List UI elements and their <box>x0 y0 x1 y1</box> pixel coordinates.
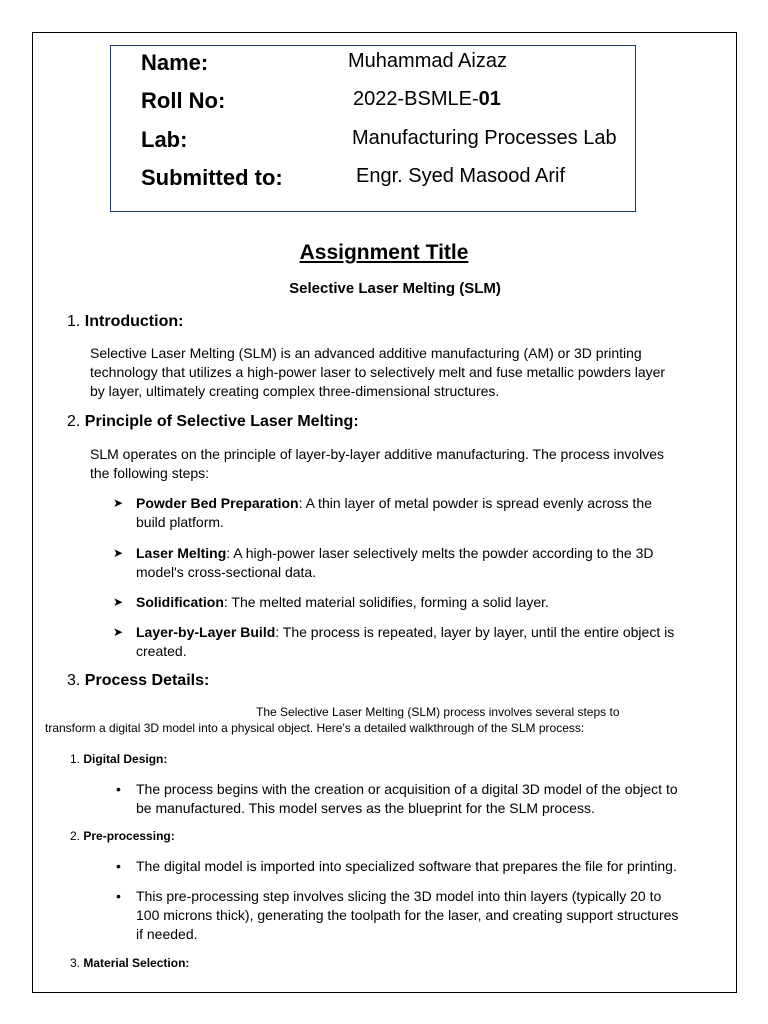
submitted-label: Submitted to: <box>141 165 283 190</box>
pre-processing-bullet-2-line-3: if needed. <box>136 926 198 942</box>
bullet-icon: • <box>116 858 121 874</box>
step-layer-build: Layer-by-Layer Build: The process is repeated, layer by layer, until the entire object is <box>136 624 675 640</box>
pre-processing-bullet-2-line-2: 100 microns thick), generating the toolpath for the laser, and creating support structures <box>136 907 679 923</box>
roll-label: Roll No: <box>141 88 226 113</box>
lab-label: Lab: <box>141 127 188 152</box>
submitted-value: Engr. Syed Masood Arif <box>356 165 566 187</box>
name-row <box>111 50 635 80</box>
student-info-box <box>110 45 636 212</box>
section-3-heading: 3. Process Details: <box>67 672 210 689</box>
roll-value: 2022-BSMLE-01 <box>353 88 501 110</box>
process-details-line-2: transform a digital 3D model into a physical object. Here's a detailed walkthrough of the SLM process: <box>45 721 585 735</box>
submitted-row <box>111 165 635 195</box>
step-laser-melting-cont: model's cross-sectional data. <box>136 564 317 580</box>
step-powder-bed: Powder Bed Preparation: A thin layer of metal powder is spread evenly across the <box>136 495 652 511</box>
arrow-bullet-icon: ➤ <box>113 595 124 609</box>
arrow-bullet-icon: ➤ <box>113 546 124 560</box>
section-2-heading: 2. Principle of Selective Laser Melting: <box>67 413 359 430</box>
pre-processing-bullet-1: The digital model is imported into specialized software that prepares the file for printing. <box>136 858 677 874</box>
arrow-bullet-icon: ➤ <box>113 625 124 639</box>
process-details-line-1: The Selective Laser Melting (SLM) process involves several steps to <box>256 705 620 719</box>
section-1-heading: 1. Introduction: <box>67 313 184 330</box>
name-value: Muhammad Aizaz <box>348 50 507 72</box>
step-layer-build-cont: created. <box>136 643 187 659</box>
pre-processing-heading: 2. Pre-processing: <box>70 829 175 843</box>
assignment-title: Assignment Title <box>299 241 469 264</box>
intro-line-1: Selective Laser Melting (SLM) is an advanced additive manufacturing (AM) or 3D printing <box>90 345 642 361</box>
principle-line-1: SLM operates on the principle of layer-by-layer additive manufacturing. The process involves <box>90 446 665 462</box>
principle-line-2: the following steps: <box>90 465 210 481</box>
bullet-icon: • <box>116 781 121 797</box>
digital-design-line-2: be manufactured. This model serves as the blueprint for the SLM process. <box>136 800 595 816</box>
arrow-bullet-icon: ➤ <box>113 496 124 510</box>
lab-row <box>111 127 635 157</box>
step-solidification: Solidification: The melted material solidifies, forming a solid layer. <box>136 594 549 610</box>
roll-row <box>111 88 635 118</box>
step-powder-bed-cont: build platform. <box>136 514 224 530</box>
digital-design-heading: 1. Digital Design: <box>70 752 168 766</box>
intro-line-3: by layer, ultimately creating complex three-dimensional structures. <box>90 383 500 399</box>
step-laser-melting: Laser Melting: A high-power laser selectively melts the powder according to the 3D <box>136 545 654 561</box>
material-selection-heading: 3. Material Selection: <box>70 956 190 970</box>
pre-processing-bullet-2-line-1: This pre-processing step involves slicing the 3D model into thin layers (typically 20 to <box>136 888 662 904</box>
bullet-icon: • <box>116 888 121 904</box>
digital-design-line-1: The process begins with the creation or acquisition of a digital 3D model of the object to <box>136 781 678 797</box>
intro-line-2: technology that utilizes a high-power laser to selectively melt and fuse metallic powders layer <box>90 364 666 380</box>
assignment-subtitle: Selective Laser Melting (SLM) <box>289 280 501 297</box>
lab-value: Manufacturing Processes Lab <box>352 127 617 149</box>
name-label: Name: <box>141 50 209 75</box>
